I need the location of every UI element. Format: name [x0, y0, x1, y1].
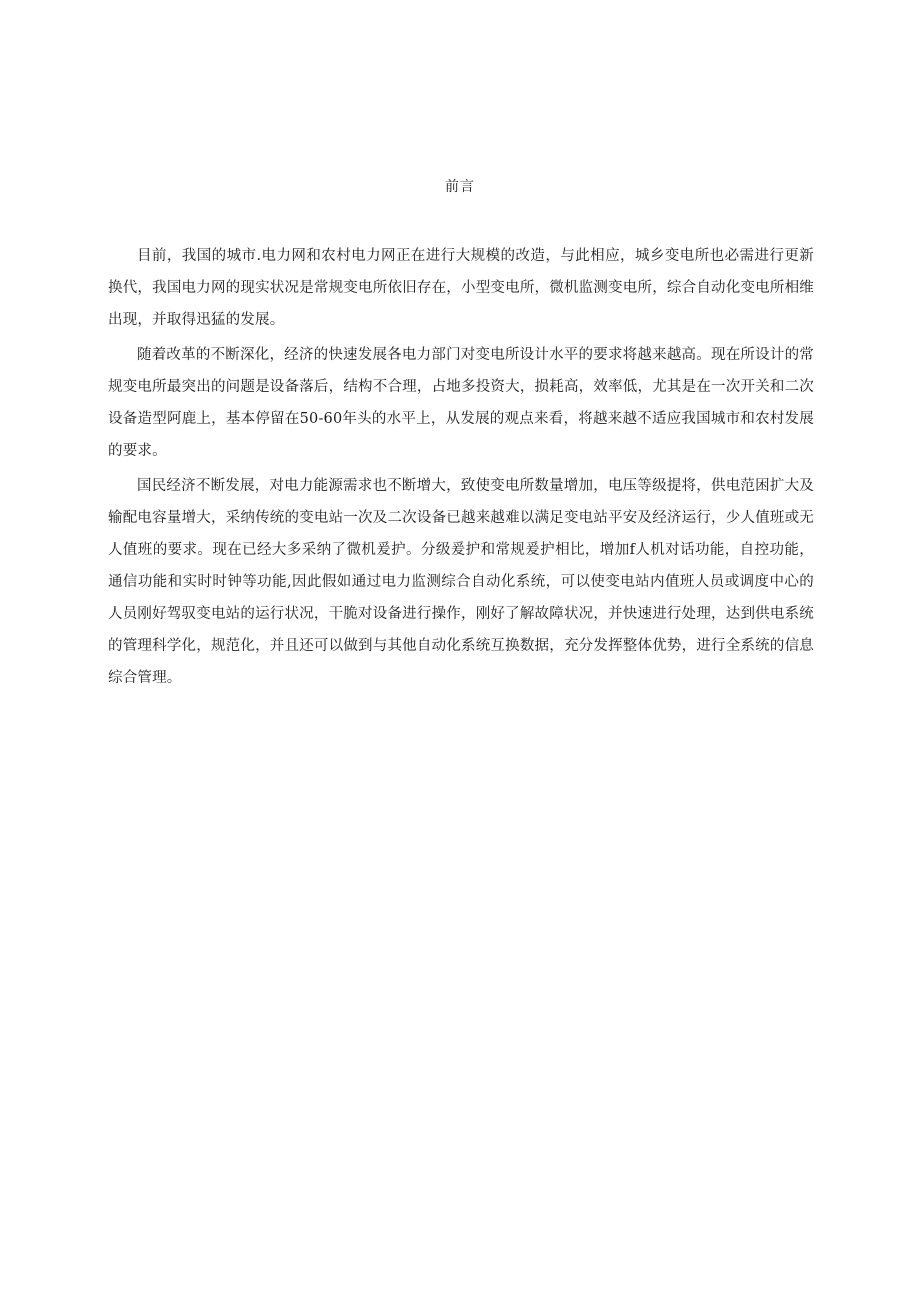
- page-title: 前言: [445, 179, 475, 195]
- paragraph-1: 目前，我国的城市.电力网和农村电力网正在进行大规模的改造，与此相应，城乡变电所也必需进行更新换代，我国电力网的现实状况是常规变电所依旧存在，小型变电所，微机监测变电所，综合自动化变电所相维出现，并取得迅猛的发展。: [108, 248, 814, 328]
- body-text: [108, 240, 814, 697]
- paragraph-2: 随着改革的不断深化，经济的快速发展各电力部门对变电所设计水平的要求将越来越高。现在所设计的常规变电所最突出的问题是设备落后，结构不合理，占地多投资大，损耗高，效率低，尤其是在一次开关和二次设备造型阿鹿上，基本停留在50-60年头的水平上，从发展的观点来看，将越来越不适应我国城市和农村发展的要求。: [108, 347, 814, 459]
- paragraph-3: 国民经济不断发展，对电力能源需求也不断增大，致使变电所数量增加，电压等级提将，供电范困扩大及输配电容量增大，采纳传统的变电站一次及二次设备已越来越难以满足变电站平安及经济运行，少人值班或无人值班的要求。现在已经大多采纳了微机爰护。分级爰护和常规爰护相比，增加f人机对话功能，自控功能，通信功能和实时时钟等功能,因此假如通过电力监测综合自动化系统，可以使变电站内值班人员或调度中心的人员刚好驾驭变电站的运行状况，干脆对设备进行操作，刚好了解故障状况，并快速进行处理，达到供电系统的管理科学化，规范化，并且还可以做到与其他自动化系统互换数据，充分发挥整体优势，进行全系统的信息综合管理。: [108, 478, 814, 686]
